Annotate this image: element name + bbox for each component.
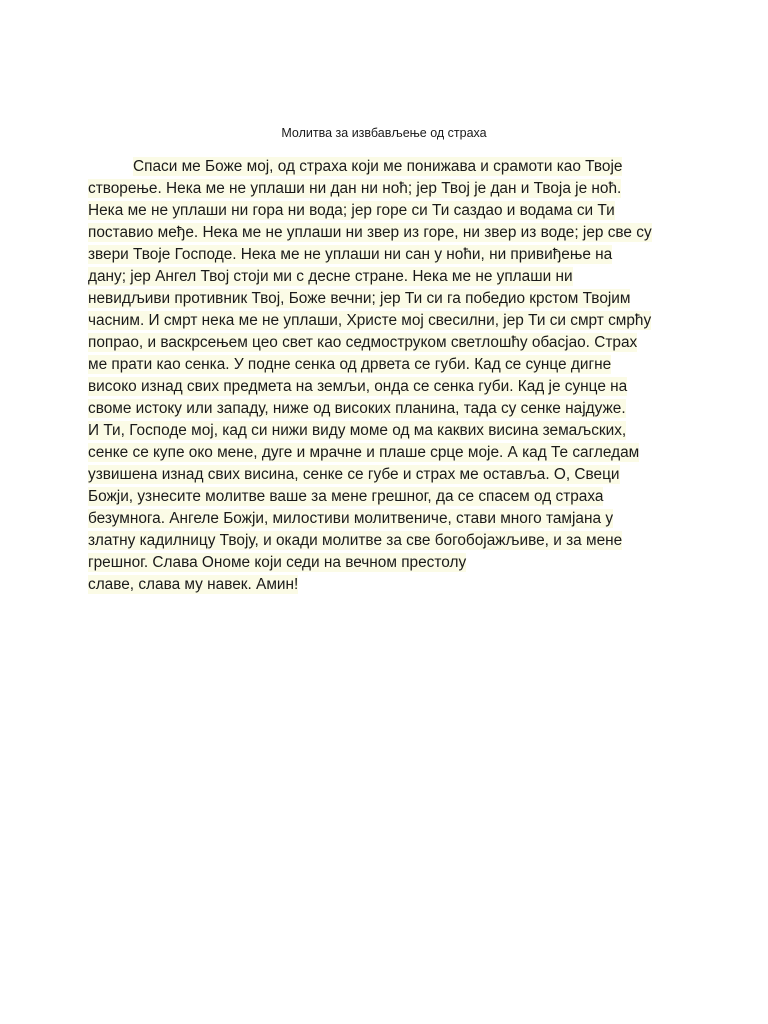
text-line: високо изнад свих предмета на земљи, онда се сенка губи. Кад је сунце на: [88, 378, 628, 395]
text-line: поставио међе. Нека ме не уплаши ни звер из горе, ни звер из воде; јер све су: [88, 224, 652, 241]
text-line: невидљиви противник Твој, Боже вечни; јер Ти си га победио крстом Твојим: [88, 290, 631, 307]
text-line: своме истоку или западу, ниже од високих планина, тада су сенке најдуже.: [88, 400, 626, 417]
text-line: И Ти, Господе мој, кад си нижи виду моме од ма каквих висина земаљских,: [88, 422, 627, 439]
text-line: попрао, и васкрсењем цео свет као седмоструком светлошћу обасјао. Страх: [88, 334, 638, 351]
text-line: ме прати као сенка. У подне сенка од дрвета се губи. Кад се сунце дигне: [88, 356, 612, 373]
text-line: звери Твоје Господе. Нека ме не уплаши ни сан у ноћи, ни привиђење на: [88, 246, 613, 263]
text-line: златну кадилницу Твоју, и окади молитве за све богобојажљиве, и за мене: [88, 532, 623, 549]
text-line: славе, слава му навек. Амин!: [88, 576, 299, 593]
text-line: безумнога. Ангеле Божји, милостиви молитвениче, стави много тамјана у: [88, 510, 614, 527]
text-line: Нека ме не уплаши ни гора ни вода; јер горе си Ти саздао и водама си Ти: [88, 202, 615, 219]
text-line: часним. И смрт нека ме не уплаши, Христе мој свесилни, јер Ти си смрт смрћу: [88, 312, 652, 329]
prayer-text: [88, 156, 688, 596]
text-line: створење. Нека ме не уплаши ни дан ни ноћ; јер Твој је дан и Твоја је ноћ.: [88, 180, 622, 197]
text-line: Спаси ме Боже мој, од страха који ме понижава и срамоти као Твоје: [133, 158, 623, 175]
text-line: Божји, узнесите молитве ваше за мене грешног, да се спасем од страха: [88, 488, 604, 505]
text-line: дану; јер Ангел Твој стоји ми с десне стране. Нека ме не уплаши ни: [88, 268, 573, 285]
text-line: сенке се купе око мене, дуге и мрачне и плаше срце моје. А кад Те сагледам: [88, 444, 640, 461]
text-line: узвишена изнад свих висина, сенке се губе и страх ме оставља. О, Свеци: [88, 466, 620, 483]
document-title: Молитва за извбављење од страха: [281, 126, 487, 140]
text-line: грешног. Слава Ономе који седи на вечном престолу: [88, 554, 467, 571]
